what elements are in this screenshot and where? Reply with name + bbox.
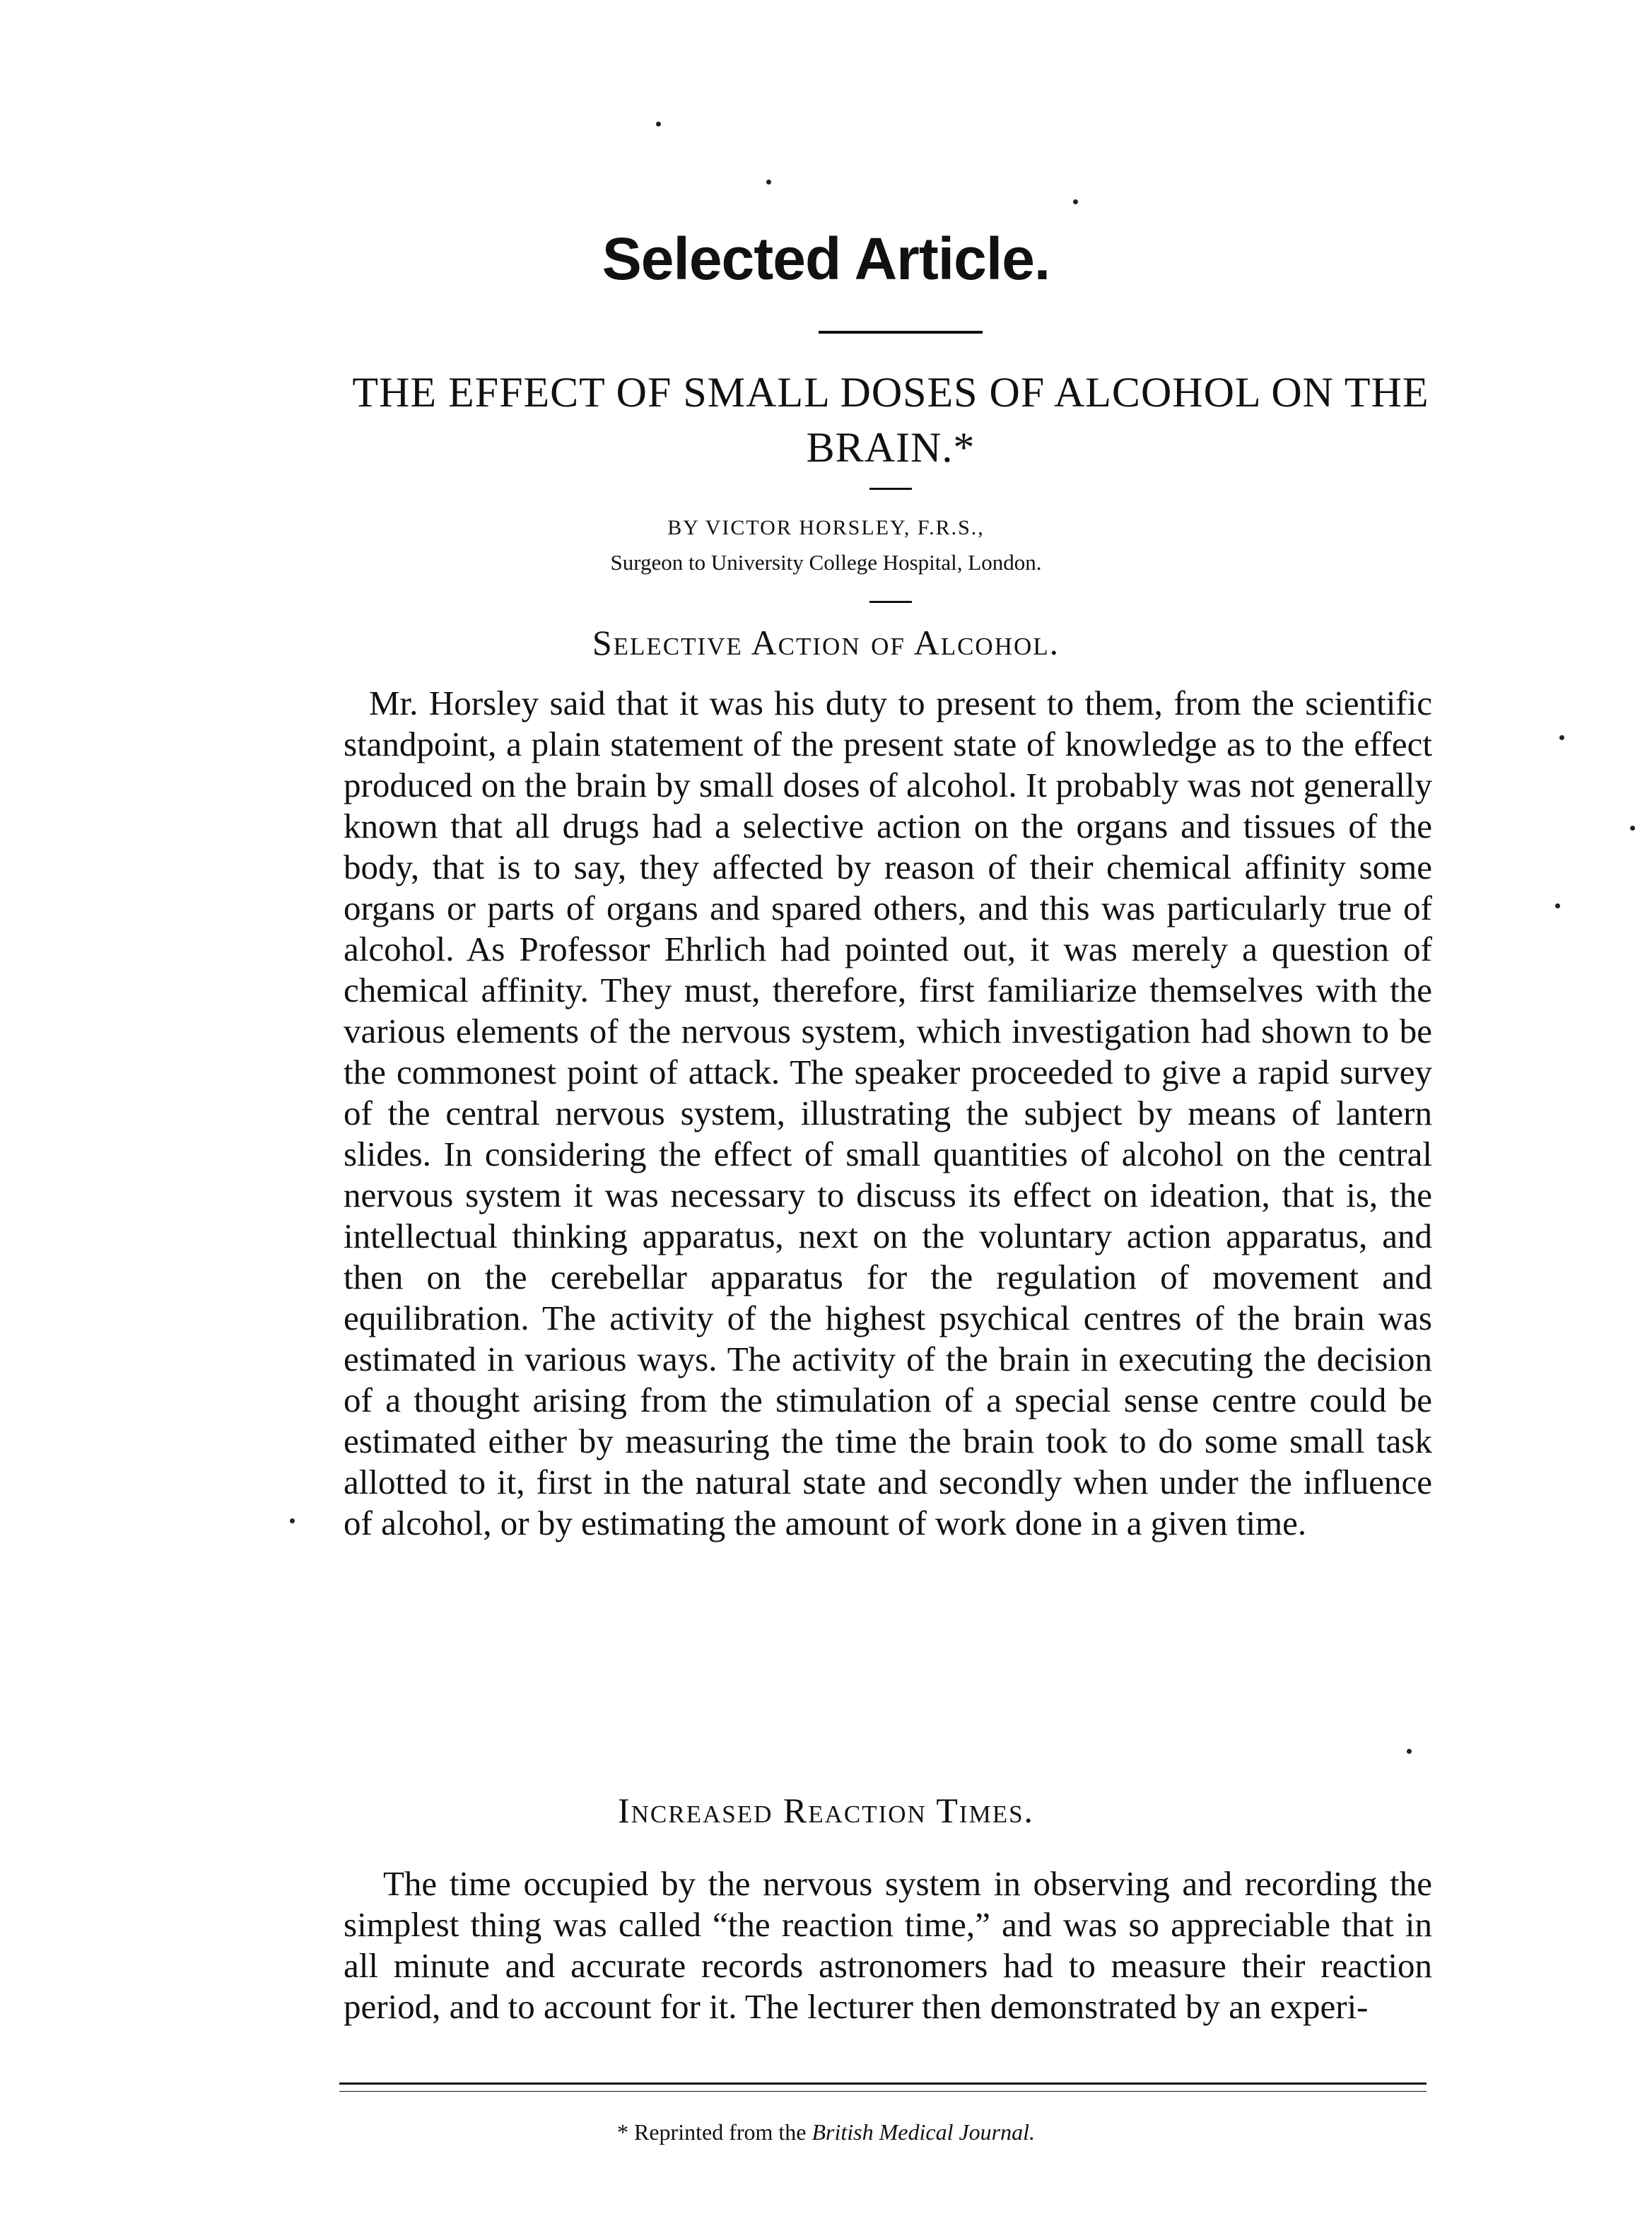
footnote-source: British Medical Journal. — [812, 2119, 1035, 2145]
byline-divider — [869, 601, 912, 603]
author-byline: BY VICTOR HORSLEY, F.R.S., — [667, 516, 985, 539]
scan-speck — [1555, 903, 1560, 908]
section-title: Selected Article. — [602, 225, 1050, 292]
scan-speck — [656, 122, 661, 127]
author-affiliation: Surgeon to University College Hospital, London. — [610, 550, 1042, 575]
body-paragraph: The time occupied by the nervous system in observing and recording the simplest thing was called “the reaction time,” and was so appreciable that in all minute and accurate records astronomers had to measure their reaction period, and to account for it. The lecturer then demonstrated by an experi- — [344, 1864, 1432, 2026]
scan-speck — [290, 1518, 295, 1523]
scan-speck — [766, 180, 771, 184]
footnote-rule — [339, 2083, 1427, 2085]
subheading-reaction-times: Increased Reaction Times. — [617, 1791, 1035, 1830]
scan-speck — [1559, 735, 1564, 740]
scan-speck — [1630, 826, 1635, 831]
footnote — [0, 2119, 1652, 2145]
article-title: THE EFFECT OF SMALL DOSES OF ALCOHOL ON THE BRAIN.* — [352, 369, 1429, 471]
footnote-prefix: * Reprinted from the — [617, 2119, 807, 2145]
title-rule — [819, 331, 983, 334]
subheading-selective-action: Selective Action of Alcohol. — [592, 623, 1060, 662]
body-paragraph: Mr. Horsley said that it was his duty to present to them, from the scientific standpoint, a plain statement of the present state of knowledge as to the effect produced on the brain by small doses of alcohol. It probably was not generally known that all drugs had a selective action on the organs and tissues of the body, that is to say, they affected by reason of their chemical affinity some organs or parts of organs and spared others, and this was particularly true of alcohol. As Professor Ehrlich had pointed out, it was merely a question of chemical affinity. They must, therefore, first familiarize themselves with the various elements of the nervous system, which investigation had shown to be the commonest point of attack. The speaker proceeded to give a rapid survey of the central nervous system, illustrating the subject by means of lantern slides. In considering the effect of small quantities of alcohol on the central nervous system it was necessary to discuss its effect on ideation, that is, the intellectual thinking apparatus, next on the voluntary action apparatus, and then on the cerebellar apparatus for the regulation of movement and equilibration. The activity of the highest psychical centres of the brain was estimated in various ways. The activity of the brain in executing the decision of a thought arising from the stimulation of a special sense centre could be estimated either by measuring the time the brain took to do some small task allotted to it, first in the natural state and secondly when under the influence of alcohol, or by estimating the amount of work done in a given time. — [344, 684, 1432, 1542]
scan-speck — [1073, 199, 1078, 204]
footnote-rule-thin — [339, 2091, 1427, 2092]
title-divider — [869, 488, 912, 490]
scan-speck — [1407, 1749, 1412, 1754]
